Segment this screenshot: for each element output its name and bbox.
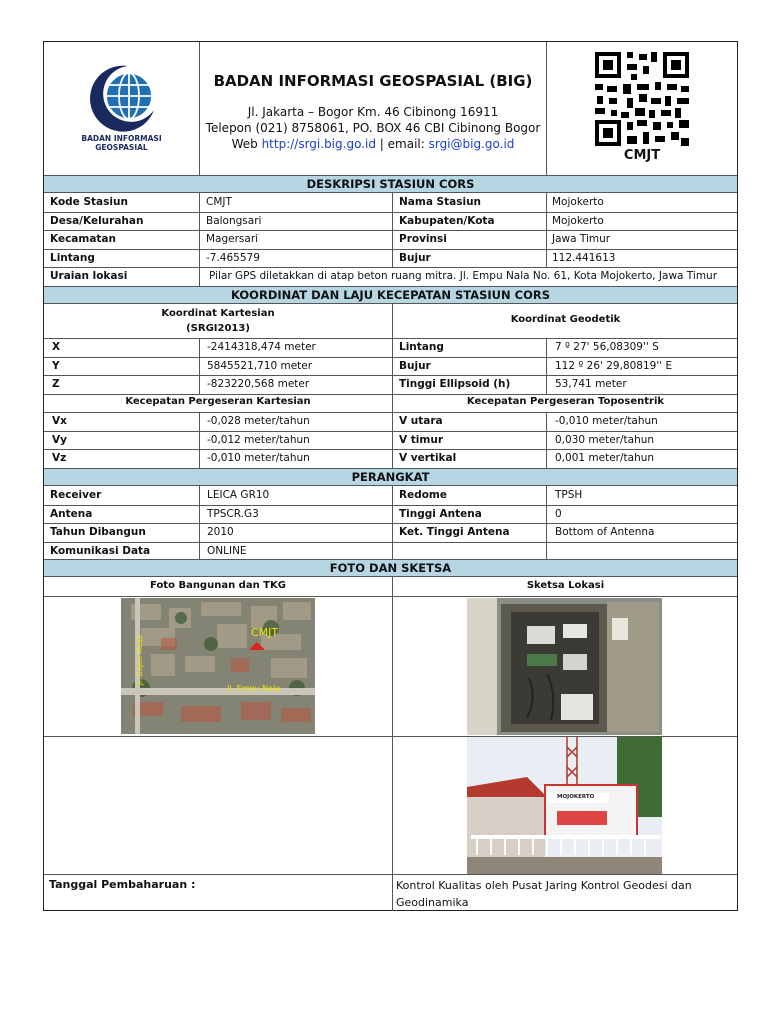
sign-text: MOJOKERTO [557, 794, 595, 800]
field-value: ONLINE [207, 544, 247, 557]
qr-label: CMJT [623, 148, 661, 163]
field-label: Tinggi Antena [399, 507, 482, 520]
kartesian-title-2: (SRGI2013) [186, 323, 250, 334]
globe-icon [84, 62, 159, 134]
satellite-photo [121, 598, 315, 734]
deskripsi-col-3 [546, 193, 547, 267]
section-foto-heading: FOTO DAN SKETSA [44, 559, 737, 577]
org-logo-caption [54, 134, 189, 152]
tanggal-label: Tanggal Pembaharuan : [49, 878, 196, 891]
kontrol-text-2: Geodinamika [396, 896, 469, 909]
field-label: Vy [52, 433, 67, 446]
field-label: Komunikasi Data [50, 544, 151, 557]
field-value: TPSH [555, 489, 583, 501]
field-value: Magersari [206, 233, 259, 245]
koord-col-1 [199, 338, 200, 394]
footer-col-mid [392, 874, 393, 911]
field-label: V timur [399, 433, 443, 446]
field-label: Tahun Dibangun [50, 526, 146, 538]
field-label: V utara [399, 415, 443, 427]
section-koordinat-heading: KOORDINAT DAN LAJU KECEPATAN STASIUN CORS [44, 286, 737, 304]
building-photo [467, 737, 662, 874]
geodetik-title: Koordinat Geodetik [510, 314, 621, 325]
field-label: Lintang [50, 251, 95, 264]
map-road-label-1: Jl. Empu Nala [227, 684, 281, 693]
field-value: Bottom of Antenna [555, 526, 655, 538]
kartesian-title-1: Koordinat Kartesian [161, 308, 275, 319]
field-value: Mojokerto [552, 214, 604, 227]
footer-rule [44, 874, 737, 875]
perangkat-col-3 [546, 486, 547, 560]
field-value: TPSCR.G3 [207, 507, 259, 520]
field-value: -7.465579 [206, 251, 260, 264]
field-label: Redome [399, 489, 447, 501]
field-label: Receiver [50, 489, 102, 501]
kontrol-text [396, 877, 692, 911]
field-value: -2414318,474 meter [207, 341, 316, 353]
field-label: Tinggi Ellipsoid (h) [399, 378, 511, 390]
uraian-value: Pilar GPS diletakkan di atap beton ruang mitra. Jl. Empu Nala No. 61, Kota Mojokerto, Jawa Timur [209, 270, 718, 282]
koord-col-mid [392, 304, 393, 468]
field-value: 0 [555, 507, 562, 520]
row-rule [44, 449, 737, 450]
field-value: -0,012 meter/tahun [207, 433, 310, 446]
kec-kartesian-title: Kecepatan Pergeseran Kartesian [125, 396, 311, 407]
field-label: Vz [52, 452, 67, 464]
uraian-label: Uraian lokasi [50, 270, 128, 282]
section-deskripsi-heading: DESKRIPSI STASIUN CORS [44, 175, 737, 193]
kec-col-1 [199, 412, 200, 468]
field-value: 5845521,710 meter [207, 359, 313, 372]
field-value: Balongsari [206, 214, 262, 227]
field-value: CMJT [206, 196, 232, 208]
field-label: Ket. Tinggi Antena [399, 526, 510, 538]
email-link[interactable]: srgi@big.go.id [428, 137, 515, 151]
field-label: Nama Stasiun [399, 196, 482, 208]
org-phone: Telepon (021) 8758061, PO. BOX 46 CBI Cibinong Bogor [205, 121, 541, 135]
field-value: -823220,568 meter [207, 378, 310, 390]
field-value: 7 º 27' 56,08309'' S [555, 341, 659, 353]
header-divider-right [546, 42, 547, 175]
field-label: Y [52, 359, 60, 372]
row-rule [44, 375, 737, 376]
koord-col-3 [546, 338, 547, 394]
perangkat-col-1 [199, 486, 200, 560]
field-label: Vx [52, 415, 67, 427]
kontrol-text-1: Kontrol Kualitas oleh Pusat Jaring Kontrol Geodesi dan [396, 879, 692, 892]
foto-title-rule [44, 596, 737, 597]
deskripsi-col-1 [199, 193, 200, 287]
field-label: Kecamatan [50, 233, 116, 245]
row-rule [44, 542, 737, 543]
field-label: Z [52, 378, 60, 390]
foto-right-title: Sketsa Lokasi [526, 580, 605, 591]
org-logo [84, 62, 159, 134]
kec-col-3 [546, 412, 547, 468]
org-contact [200, 104, 546, 152]
perangkat-col-2 [392, 486, 393, 560]
kec-topo-title: Kecepatan Pergeseran Toposentrik [466, 396, 665, 407]
row-rule [44, 212, 737, 213]
field-value: 0,001 meter/tahun [555, 452, 655, 464]
email-separator: | email: [375, 137, 429, 151]
row-rule [44, 249, 737, 250]
field-value: 53,741 meter [555, 378, 627, 390]
row-rule [44, 267, 737, 268]
cabinet-photo [467, 598, 662, 735]
qr-code-icon [593, 50, 691, 148]
map-road-label-2: Jl. Gajah Mada [136, 634, 145, 686]
row-rule [44, 412, 737, 413]
section-perangkat-heading: PERANGKAT [44, 468, 737, 486]
field-label: Desa/Kelurahan [50, 214, 144, 227]
row-rule [44, 523, 737, 524]
field-label: Bujur [399, 251, 431, 264]
org-address: Jl. Jakarta – Bogor Km. 46 Cibinong 16911 [247, 105, 499, 119]
field-label: Kabupaten/Kota [399, 214, 495, 227]
field-value: Jawa Timur [552, 233, 611, 245]
foto-left-title: Foto Bangunan dan TKG [150, 580, 286, 591]
field-label: Kode Stasiun [50, 196, 128, 208]
web-prefix: Web [231, 137, 262, 151]
row-rule [44, 505, 737, 506]
row-rule [44, 230, 737, 231]
row-rule [44, 394, 737, 395]
field-label: Lintang [399, 341, 444, 353]
field-value: 0,030 meter/tahun [555, 433, 655, 446]
map-station-label: CMJT [251, 626, 279, 639]
field-label: Antena [50, 507, 93, 520]
field-value: -0,028 meter/tahun [207, 415, 310, 427]
row-rule [44, 338, 737, 339]
station-sheet [43, 41, 738, 911]
org-web-email [200, 136, 546, 152]
org-logo-text-2: GEOSPASIAL [95, 143, 148, 152]
deskripsi-col-2 [392, 193, 393, 267]
field-value: -0,010 meter/tahun [555, 415, 658, 427]
field-label: X [52, 341, 61, 353]
kartesian-title [44, 306, 392, 336]
website-link[interactable]: http://srgi.big.go.id [261, 137, 376, 151]
field-value: 112.441613 [552, 251, 616, 264]
org-title: BADAN INFORMASI GEOSPASIAL (BIG) [213, 72, 533, 90]
field-value: LEICA GR10 [207, 489, 270, 501]
field-value: 2010 [207, 526, 234, 538]
row-rule [44, 431, 737, 432]
field-value: 112 º 26' 29,80819'' E [555, 359, 673, 372]
org-logo-text-1: BADAN INFORMASI [81, 134, 162, 143]
field-value: Mojokerto [552, 196, 604, 208]
field-label: V vertikal [399, 452, 457, 464]
field-label: Bujur [399, 359, 431, 372]
field-value: -0,010 meter/tahun [207, 452, 310, 464]
foto-col-mid [392, 577, 393, 874]
field-label: Provinsi [399, 233, 447, 245]
row-rule [44, 357, 737, 358]
